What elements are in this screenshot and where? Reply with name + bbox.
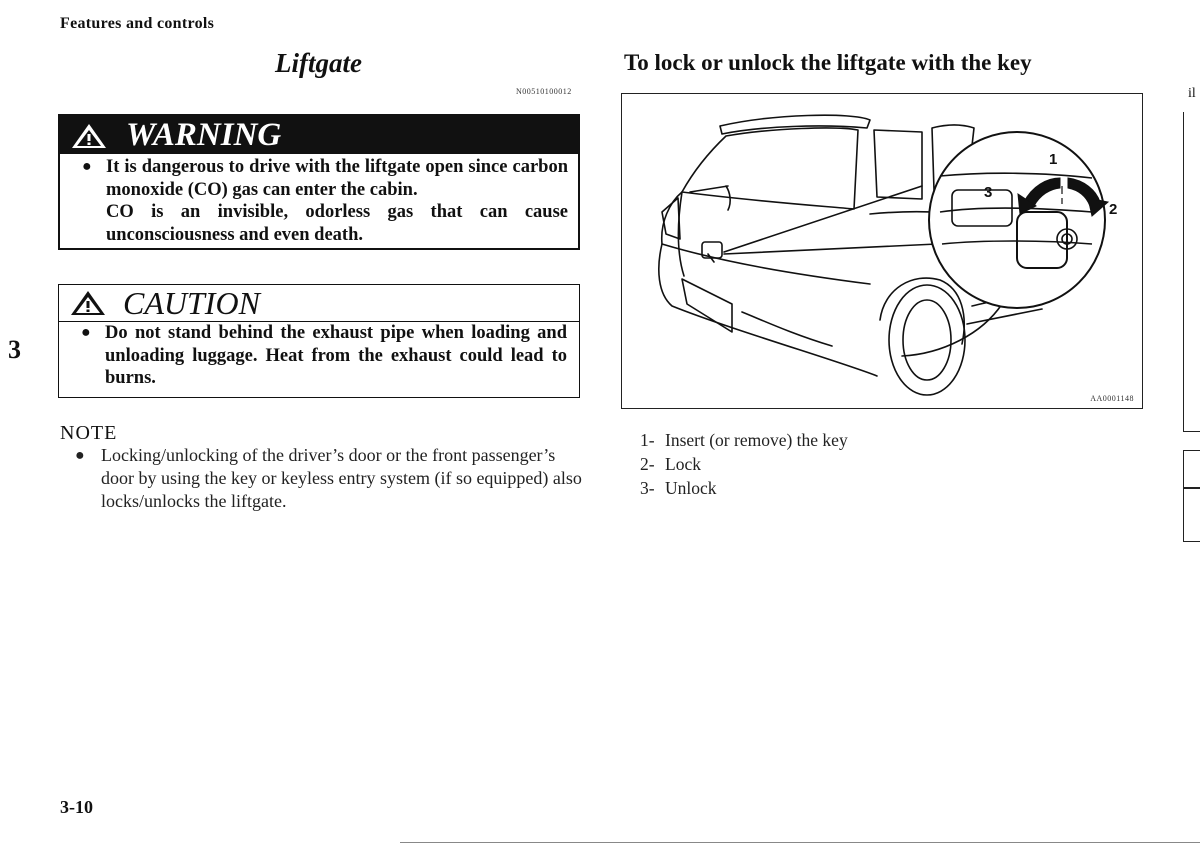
callout-2: 2 <box>1109 201 1118 218</box>
note-item <box>77 444 587 513</box>
warning-header <box>60 116 578 154</box>
caution-title: CAUTION <box>123 285 260 321</box>
edge-mark: il <box>1188 86 1196 101</box>
legend-number: 2- <box>640 454 655 474</box>
bullet-dot-icon: ● <box>82 158 92 175</box>
chapter-tab-number: 3 <box>8 335 21 364</box>
figure-code: AA0001148 <box>1090 394 1134 403</box>
note-item-text: Locking/unlocking of the driver’s door or the front passenger’s door by using the key or keyless entry system (if so equipped) also locks/unlocks the liftgate. <box>101 445 582 511</box>
legend-text: Unlock <box>665 478 717 498</box>
car-rear-illustration <box>622 94 1141 407</box>
warning-item-text-2: CO is an invisible, odorless gas that can cause unconsciousness and even death. <box>106 202 568 245</box>
adjacent-page-edge <box>1183 112 1200 432</box>
callout-3: 3 <box>984 184 993 201</box>
bottom-rule <box>400 842 1200 843</box>
callout-1: 1 <box>1049 151 1058 168</box>
warning-item <box>82 156 568 246</box>
caution-item <box>81 322 567 390</box>
note-body <box>77 444 587 513</box>
caution-item-text: Do not stand behind the exhaust pipe when loading and unloading luggage. Heat from the exhaust could lead to burns. <box>105 323 567 388</box>
legend-number: 1- <box>640 430 655 450</box>
warning-triangle-icon <box>69 289 107 317</box>
legend-item <box>640 428 848 452</box>
legend-text: Insert (or remove) the key <box>665 430 848 450</box>
legend-item <box>640 476 848 500</box>
warning-box <box>58 114 580 250</box>
adjacent-page-box <box>1183 450 1200 542</box>
bullet-dot-icon: ● <box>81 324 91 341</box>
caution-body <box>81 322 567 390</box>
section-title-key-lock: To lock or unlock the liftgate with the key <box>624 50 1032 75</box>
document-code: N00510100012 <box>516 87 572 96</box>
bullet-dot-icon: ● <box>75 447 85 464</box>
page-number: 3-10 <box>60 797 93 817</box>
liftgate-key-illustration <box>621 93 1143 409</box>
note-label: NOTE <box>60 422 118 444</box>
section-header: Features and controls <box>60 15 215 32</box>
legend-item <box>640 452 848 476</box>
caution-header <box>59 285 579 322</box>
warning-title: WARNING <box>126 117 282 153</box>
page-title-liftgate: Liftgate <box>275 48 362 78</box>
warning-item-text: It is dangerous to drive with the liftgate open since carbon monoxide (CO) gas can enter the cabin. <box>106 157 568 200</box>
warning-body <box>82 156 568 246</box>
legend-number: 3- <box>640 478 655 498</box>
figure-legend <box>640 428 848 500</box>
legend-text: Lock <box>665 454 701 474</box>
caution-box <box>58 284 580 398</box>
warning-triangle-icon <box>70 122 108 150</box>
